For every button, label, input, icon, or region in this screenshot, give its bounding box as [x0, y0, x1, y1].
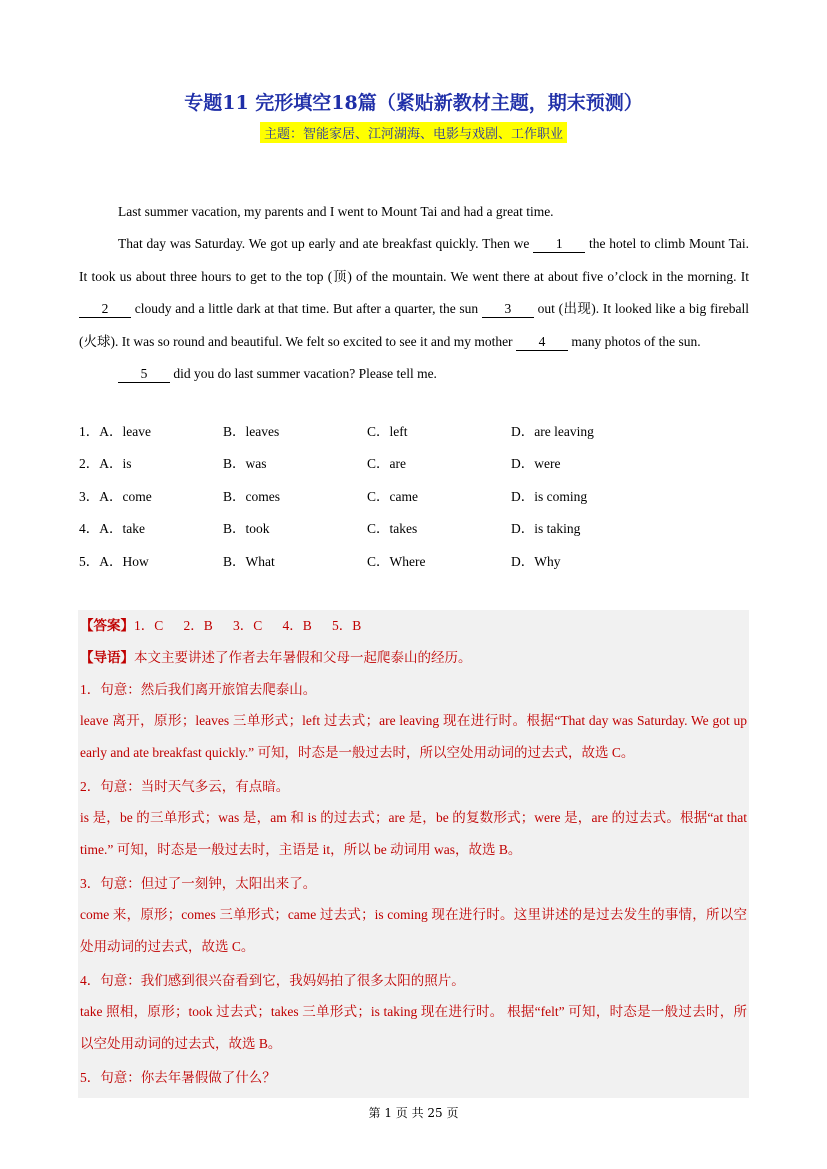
option-d: D．were [511, 456, 561, 472]
passage-text: That day was Saturday. We got up early and ate breakfast quickly. Then we [118, 236, 534, 252]
option-d: D．Why [511, 553, 561, 569]
answer-label: 【答案】 [80, 618, 134, 633]
option-a: 1．A．leave [79, 424, 151, 439]
passage-text: did you do last summer vacation? Please tell me. [170, 366, 437, 382]
option-row-1 [79, 416, 749, 448]
passage-text: the hotel to climb Mount Tai. It took us about three hours to get to the top (顶) of the mountain. We went there at about five o’clock in the morning. It [79, 236, 749, 284]
q3-explanation: come 来，原形；comes 三单形式；came 过去式；is coming 现在进行时。这里讲述的是过去发生的事情，所以空处用动词的过去式，故选 C。 [80, 907, 747, 955]
q4-explanation: take 照相，原形；took 过去式；takes 三单形式；is taking 现在进行时。 根据“felt” 可知，时态是一般过去时，所以空处用动词的过去式，故选 B。 [80, 1004, 747, 1052]
guide-text: 本文主要讲述了作者去年暑假和父母一起爬泰山的经历。 [134, 650, 472, 665]
option-row-2 [79, 448, 749, 480]
option-a: 5．A．How [79, 553, 149, 569]
blank-5: 5 [118, 366, 170, 383]
passage-text: many photos of the sun. [567, 333, 701, 349]
passage-text: cloudy and a little dark at that time. But after a quarter, the sun [131, 301, 482, 317]
option-c: C．Where [367, 553, 426, 569]
passage-paragraph-1: Last summer vacation, my parents and I went to Mount Tai and had a great time. [118, 204, 554, 219]
blank-4: 4 [516, 334, 568, 351]
option-d: D．is coming [511, 488, 588, 504]
answer-values: 1．C 2．B 3．C 4．B 5．B [134, 618, 362, 633]
answer-explanation-box [78, 610, 749, 1098]
blank-2: 2 [79, 301, 131, 318]
option-d: D．is taking [511, 521, 581, 537]
q2-title: 2．句意：当时天气多云，有点暗。 [80, 779, 290, 794]
option-a: 4．A．take [79, 521, 145, 537]
passage-paragraph-3 [79, 358, 749, 390]
option-c: C．are [367, 456, 406, 472]
blank-3: 3 [482, 301, 534, 318]
blank-1: 1 [533, 236, 585, 253]
q1-title: 1．句意：然后我们离开旅馆去爬泰山。 [80, 682, 317, 697]
page-number: 第 1 页 共 25 页 [368, 1106, 459, 1120]
option-b: B．took [223, 521, 270, 537]
answer-line [80, 612, 747, 640]
passage-text: out (出现). It looked like a big fireball (火球). It was so round and beautiful. We felt so excited to see it and my mother [79, 301, 749, 349]
guide-line [80, 644, 747, 672]
topic-subtitle: 主题：智能家居、江河湖海、电影与戏剧、工作职业 [260, 122, 567, 143]
q1-explanation: leave 离开，原形；leaves 三单形式；left 过去式；are leaving 现在进行时。根据“That day was Saturday. We got up early and ate breakfast quickly.” 可知，时态是一般过去时，所以空处用动词的过去式，故选 C。 [80, 713, 747, 761]
option-c: C．takes [367, 521, 418, 537]
guide-label: 【导语】 [80, 650, 134, 665]
option-b: B．leaves [223, 424, 280, 439]
subtitle-container [0, 122, 827, 143]
option-row-5 [79, 546, 749, 578]
q3-title: 3．句意：但过了一刻钟，太阳出来了。 [80, 876, 317, 891]
option-row-3 [79, 481, 749, 513]
q2-explanation: is 是，be 的三单形式；was 是，am 和 is 的过去式；are 是，be 的复数形式；were 是，are 的过去式。根据“at that time.” 可知，时态是一般过去时，主语是 it，所以 be 动词用 was，故选 B。 [80, 810, 747, 858]
option-b: B．comes [223, 488, 280, 504]
option-c: C．came [367, 488, 418, 504]
page-title: 专题11 完形填空18篇（紧贴新教材主题，期末预测） [184, 92, 643, 114]
q4-title: 4．句意：我们感到很兴奋看到它，我妈妈拍了很多太阳的照片。 [80, 973, 465, 988]
option-row-4 [79, 513, 749, 545]
option-a: 3．A．come [79, 488, 152, 504]
option-c: C．left [367, 424, 408, 439]
passage-paragraph-2 [79, 228, 749, 358]
option-b: B．What [223, 553, 275, 569]
q5-title: 5．句意：你去年暑假做了什么？ [80, 1070, 276, 1085]
option-d: D．are leaving [511, 424, 594, 439]
option-b: B．was [223, 456, 267, 472]
option-a: 2．A．is [79, 456, 132, 472]
options-list [79, 416, 749, 578]
cloze-passage [79, 196, 749, 390]
